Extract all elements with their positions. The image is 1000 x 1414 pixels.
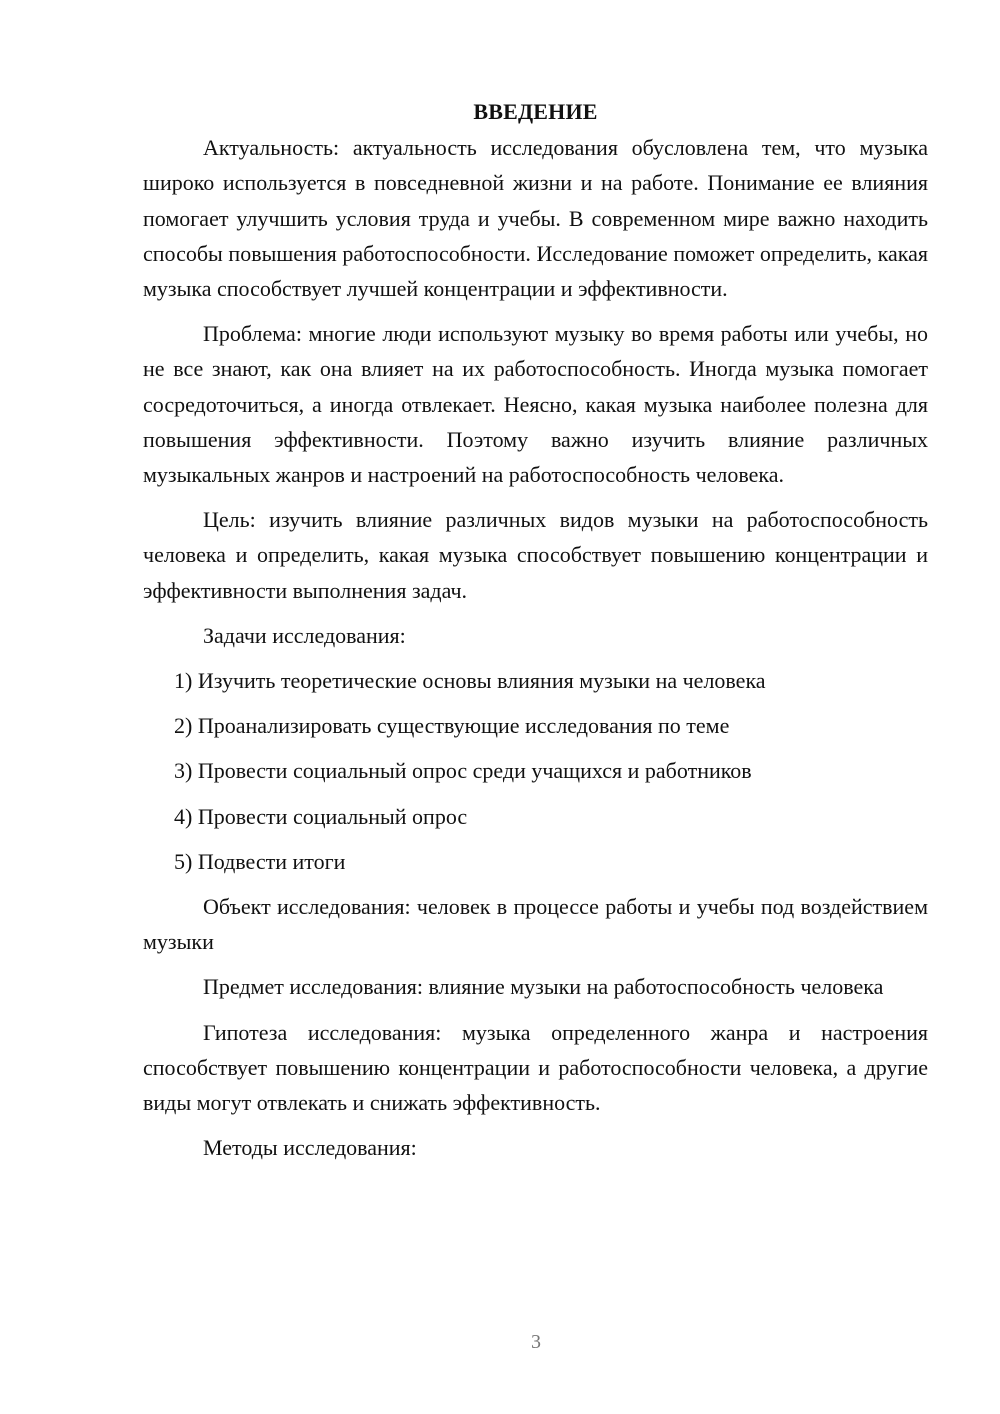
methods-label: Методы исследования: <box>203 1135 417 1161</box>
hypothesis-paragraph: Гипотеза исследования: музыка определенного жанра и настроения способствует повышению концентрации и работоспособности человека, а другие виды могут отвлекать и снижать эффективность. <box>143 1019 928 1116</box>
list-item: 3) Провести социальный опрос среди учащихся и работников <box>174 758 752 784</box>
list-item: 1) Изучить теоретические основы влияния музыки на человека <box>174 668 766 694</box>
goal-paragraph: Цель: изучить влияние различных видов музыки на работоспособность человека и определить, какая музыка способствует повышению концентрации и эффективности выполнения задач. <box>143 507 928 603</box>
subject-paragraph: Предмет исследования: влияние музыки на работоспособность человека <box>203 974 884 1000</box>
tasks-label: Задачи исследования: <box>203 622 406 648</box>
document-body <box>143 94 928 1175</box>
relevance-paragraph: Актуальность: актуальность исследования обусловлена тем, что музыка широко используется в повседневной жизни и на работе. Понимание ее влияния помогает улучшить условия труда и учебы. В современном мире важно находить способы повышения работоспособности. Исследование поможет определить, какая музыка способствует лучшей концентрации и эффективности. <box>143 135 928 302</box>
list-item: 5) Подвести итоги <box>174 848 346 874</box>
problem-paragraph: Проблема: многие люди используют музыку во время работы или учебы, но не все знают, как она влияет на их работоспособность. Иногда музыка помогает сосредоточиться, а иногда отвлекает. Неясно, какая музыка наиболее полезна для повышения эффективности. Поэтому важно изучить влияние различных музыкальных жанров и настроений на работоспособность человека. <box>143 321 928 488</box>
tasks-list <box>143 663 928 879</box>
section-title: ВВЕДЕНИЕ <box>473 99 598 124</box>
list-item: 4) Провести социальный опрос <box>174 803 468 829</box>
page-number: 3 <box>531 1331 541 1353</box>
list-item: 2) Проанализировать существующие исследования по теме <box>174 713 730 739</box>
object-paragraph: Объект исследования: человек в процессе работы и учебы под воздействием музыки <box>143 894 928 955</box>
